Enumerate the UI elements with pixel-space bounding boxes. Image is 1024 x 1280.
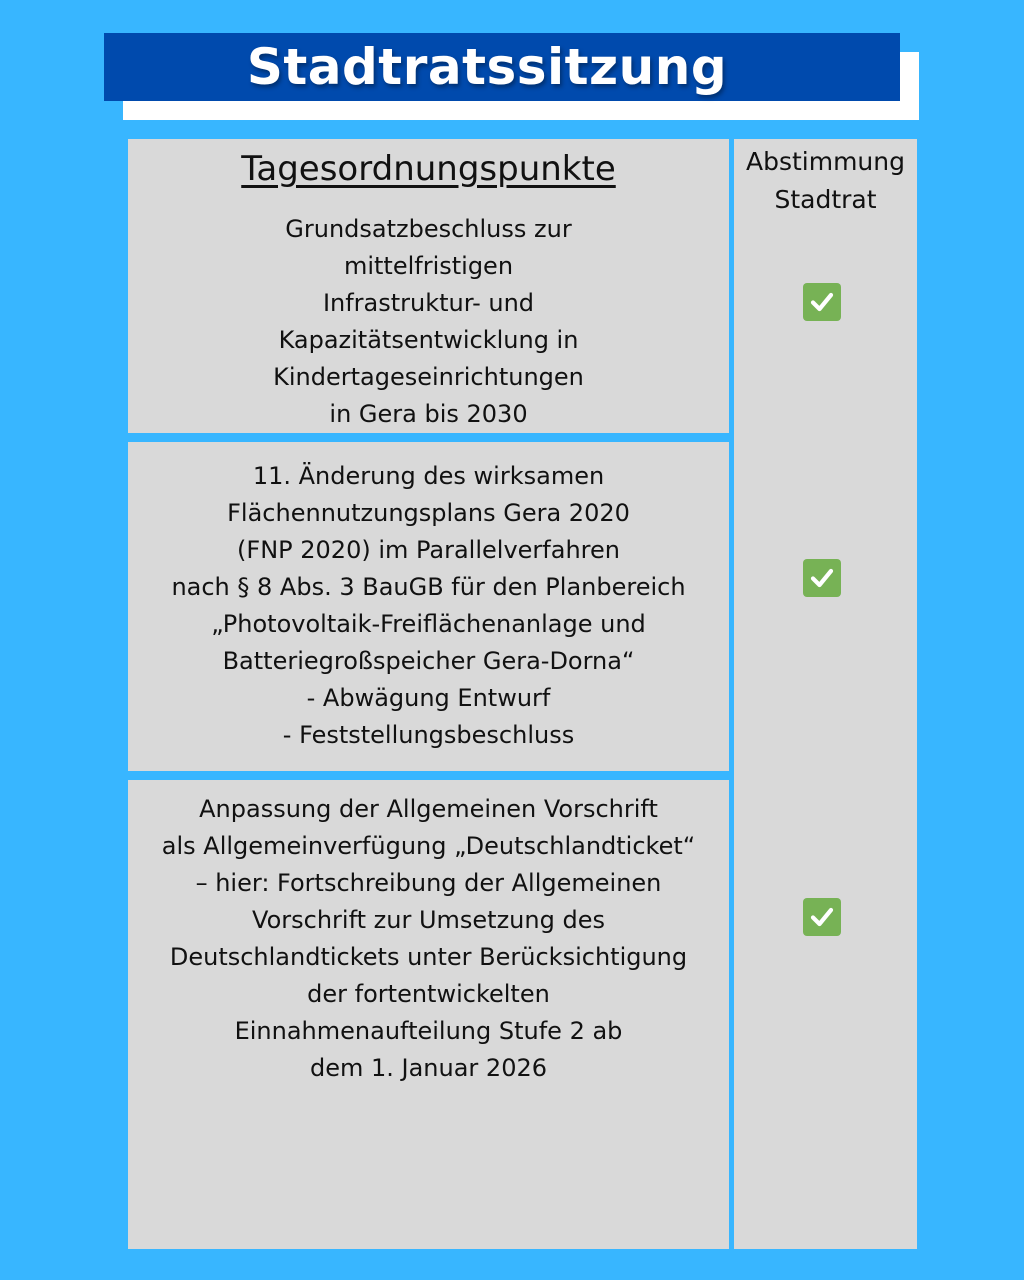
check-mark-icon	[803, 898, 841, 936]
agenda-item-2-text	[128, 442, 729, 754]
agenda-item-1-panel	[128, 139, 729, 433]
agenda-item-line: Grundsatzbeschluss zur	[285, 215, 572, 243]
title-bar	[104, 33, 900, 101]
agenda-item-line: dem 1. Januar 2026	[309, 1054, 548, 1082]
agenda-item-line: in Gera bis 2030	[329, 400, 528, 428]
agenda-item-line: - Abwägung Entwurf	[306, 684, 551, 712]
agenda-item-line: 11. Änderung des wirksamen	[252, 462, 605, 490]
vote-column-panel	[734, 139, 917, 1249]
agenda-item-line: Deutschlandtickets unter Berücksichtigung	[169, 943, 688, 971]
agenda-item-line: der fortentwickelten	[307, 980, 550, 1008]
agenda-item-line: Einnahmenaufteilung Stufe 2 ab	[234, 1017, 623, 1045]
agenda-heading: Tagesordnungspunkte	[241, 149, 616, 189]
agenda-item-line: Batteriegroßspeicher Gera-Dorna“	[222, 647, 635, 675]
agenda-item-3-text	[128, 780, 729, 1087]
vote-heading-line-2: Stadtrat	[774, 185, 877, 214]
vote-heading	[734, 143, 917, 219]
agenda-item-1-text	[128, 211, 729, 433]
agenda-item-2-panel	[128, 442, 729, 771]
agenda-item-line: Flächennutzungsplans Gera 2020	[227, 499, 630, 527]
agenda-item-line: Kapazitätsentwicklung in	[278, 326, 579, 354]
agenda-item-line: als Allgemeinverfügung „Deutschlandticket“	[161, 832, 696, 860]
check-mark-icon	[803, 283, 841, 321]
agenda-item-line: Kindertageseinrichtungen	[273, 363, 584, 391]
page-title: Stadtratssitzung	[246, 38, 728, 96]
agenda-item-line: Vorschrift zur Umsetzung des	[252, 906, 605, 934]
agenda-item-line: Infrastruktur- und	[322, 289, 535, 317]
agenda-item-line: „Photovoltaik-Freiflächenanlage und	[211, 610, 646, 638]
agenda-item-3-panel	[128, 780, 729, 1249]
agenda-item-line: – hier: Fortschreibung der Allgemeinen	[195, 869, 662, 897]
vote-heading-line-1: Abstimmung	[745, 147, 905, 176]
agenda-item-line: (FNP 2020) im Parallelverfahren	[237, 536, 620, 564]
agenda-item-line: nach § 8 Abs. 3 BauGB für den Planbereich	[171, 573, 686, 601]
check-mark-icon	[803, 559, 841, 597]
agenda-item-line: - Feststellungsbeschluss	[282, 721, 575, 749]
agenda-item-line: Anpassung der Allgemeinen Vorschrift	[199, 795, 658, 823]
agenda-item-line: mittelfristigen	[343, 252, 514, 280]
